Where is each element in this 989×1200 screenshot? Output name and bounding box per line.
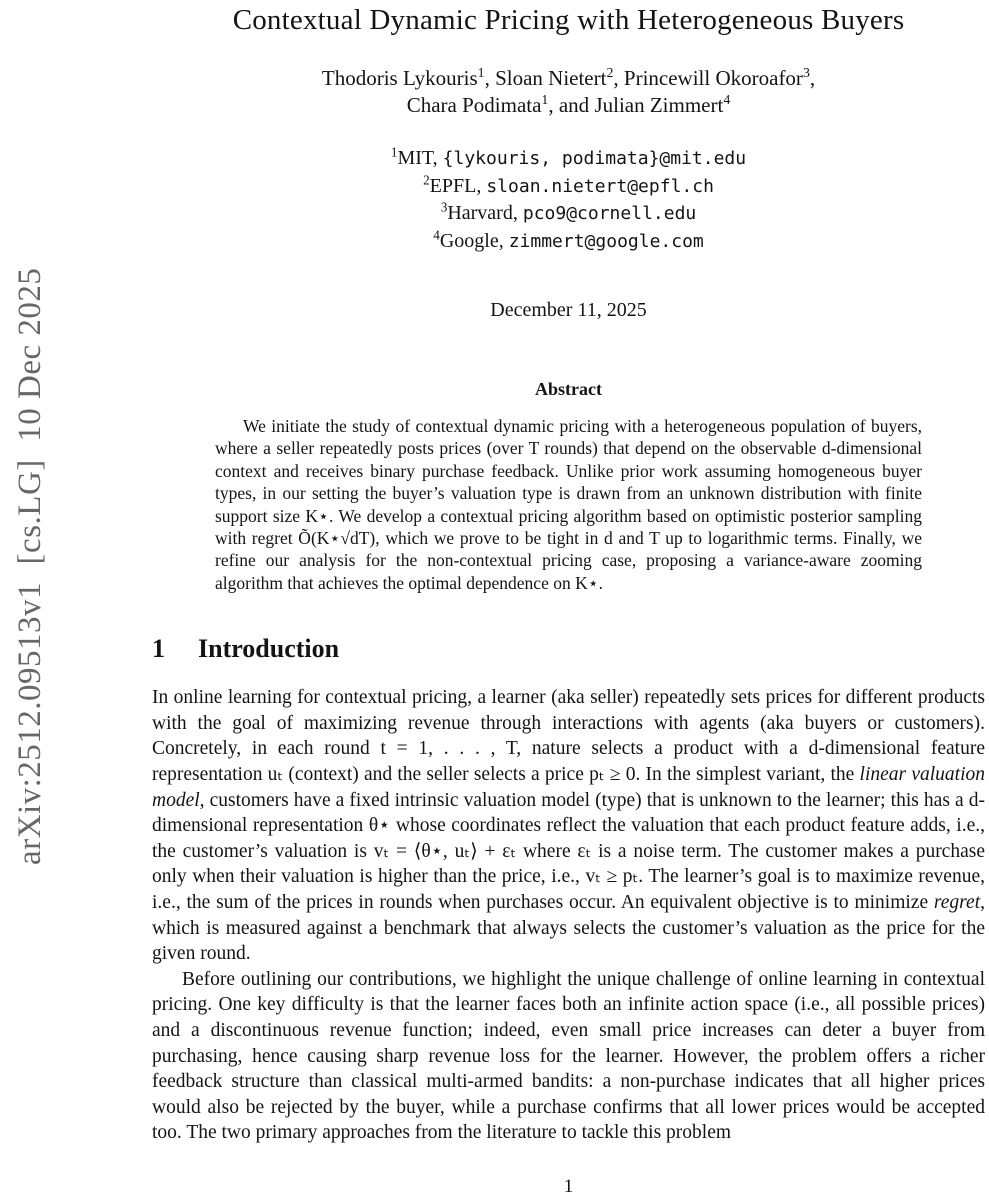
author-list [152,65,985,119]
paper-title: Contextual Dynamic Pricing with Heterogeneous Buyers [232,4,905,36]
author-name: Princewill Okoroafor [623,66,803,90]
paragraph-segment: In online learning for contextual pricing, a learner (aka seller) repeatedly sets prices for different products with the goal of maximizing revenue through interactions with agents (aka buyers or customers). Concretely, in each round t = 1, . . . , T, nature selects a product with a d-dimensional feature representation uₜ (context) and the seller selects a price pₜ ≥ 0. In the simplest variant, the [152,687,985,786]
paragraph-segment: , customers have a fixed intrinsic valuation model (type) that is unknown to the learner; this has a d-dimensional representation θ⋆ whose coordinates reflect the valuation that each product feature adds, i.e., the customer’s valuation is vₜ = ⟨θ⋆, uₜ⟩ + εₜ where εₜ is a noise term. The customer makes a purchase only when their valuation is higher than the price, i.e., vₜ ≥ pₜ. The learner’s goal is to maximize revenue, i.e., the sum of the prices in rounds when purchases occur. An equivalent objective is to minimize [152,789,985,913]
author-affiliation-sup: 4 [723,92,731,107]
author-affiliation-sup: 2 [606,65,614,80]
author-name: Sloan Nietert [495,66,607,90]
affiliation-email: zimmert@google.com [508,230,704,252]
author-separator: , [484,66,496,90]
paragraph-segment: , which is measured against a benchmark that always selects the customer’s valuation as the price for the given round. [152,892,985,965]
author-affiliation-sup: 1 [477,65,485,80]
section-title: Introduction [198,634,340,664]
affiliation-institution: Harvard, [447,202,523,224]
author-name: Thodoris Lykouris [321,66,478,90]
affiliation-list [152,145,985,255]
section-heading [152,634,985,664]
intro-paragraph-1 [152,685,985,967]
affiliation-line [152,145,985,173]
author-affiliation-sup: 3 [802,65,810,80]
affiliation-email: sloan.nietert@epfl.ch [486,175,714,197]
author-separator: , [613,66,624,90]
section-number: 1 [152,634,165,664]
author-name: Julian Zimmert [594,93,724,117]
affiliation-institution: Google, [439,229,509,252]
author-line-1 [152,65,985,92]
affiliation-email: {lykouris, podimata}@mit.edu [442,148,747,169]
introduction-body [152,685,985,1146]
intro-paragraph-2: Before outlining our contributions, we highlight the unique challenge of online learning in contextual pricing. One key difficulty is that the learner faces both an infinite action space (i.e., all possible prices) and a discontinuous revenue function; indeed, even small price increases can deter a buyer from purchasing, hence causing sharp revenue loss for the learner. However, the problem offers a richer feedback structure than classical multi-armed bandits: a non-purchase indicates that all higher prices would also be rejected by the buyer, while a purchase confirms that all lower prices would be accepted too. The two primary approaches from the literature to tackle this problem [152,968,985,1144]
abstract-text: We initiate the study of contextual dynamic pricing with a heterogeneous population of buyers, where a seller repeatedly posts prices (over T rounds) that depend on the observable d-dimensional context and receives binary purchase feedback. Unlike prior work assuming homogeneous buyer types, in our setting the buyer’s valuation type is drawn from an unknown distribution with finite support size K⋆. We develop a contextual pricing algorithm based on optimistic posterior sampling with regret Õ(K⋆√dT), which we prove to be tight in d and T up to logarithmic terms. Finally, we refine our analysis for the non-contextual pricing case, proposing a variance-aware zooming algorithm that achieves the optimal dependence on K⋆. [215,416,922,593]
affiliation-sup: 4 [433,226,440,242]
affiliation-institution: MIT, [397,147,443,169]
author-name: Chara Podimata [406,93,542,117]
italic-term: linear valuation model [152,764,985,811]
italic-term: regret [933,892,981,913]
affiliation-institution: EPFL, [429,174,487,197]
affiliation-line [152,173,985,201]
author-separator: , and [548,93,595,117]
abstract-heading: Abstract [535,379,602,399]
submission-date: December 11, 2025 [490,299,647,321]
affiliation-email: pco9@cornell.edu [522,203,697,224]
affiliation-line [152,228,985,256]
arxiv-watermark: arXiv:2512.09513v1 [cs.LG] 10 Dec 2025 [12,267,48,865]
paper-content [152,0,985,1146]
affiliation-line [152,200,985,228]
page-number: 1 [563,1176,574,1197]
affiliation-sup: 2 [423,171,430,187]
affiliation-sup: 1 [390,144,398,160]
author-affiliation-sup: 1 [541,92,549,107]
author-separator: , [809,66,816,90]
affiliation-sup: 3 [440,199,448,215]
author-line-2 [152,92,985,119]
